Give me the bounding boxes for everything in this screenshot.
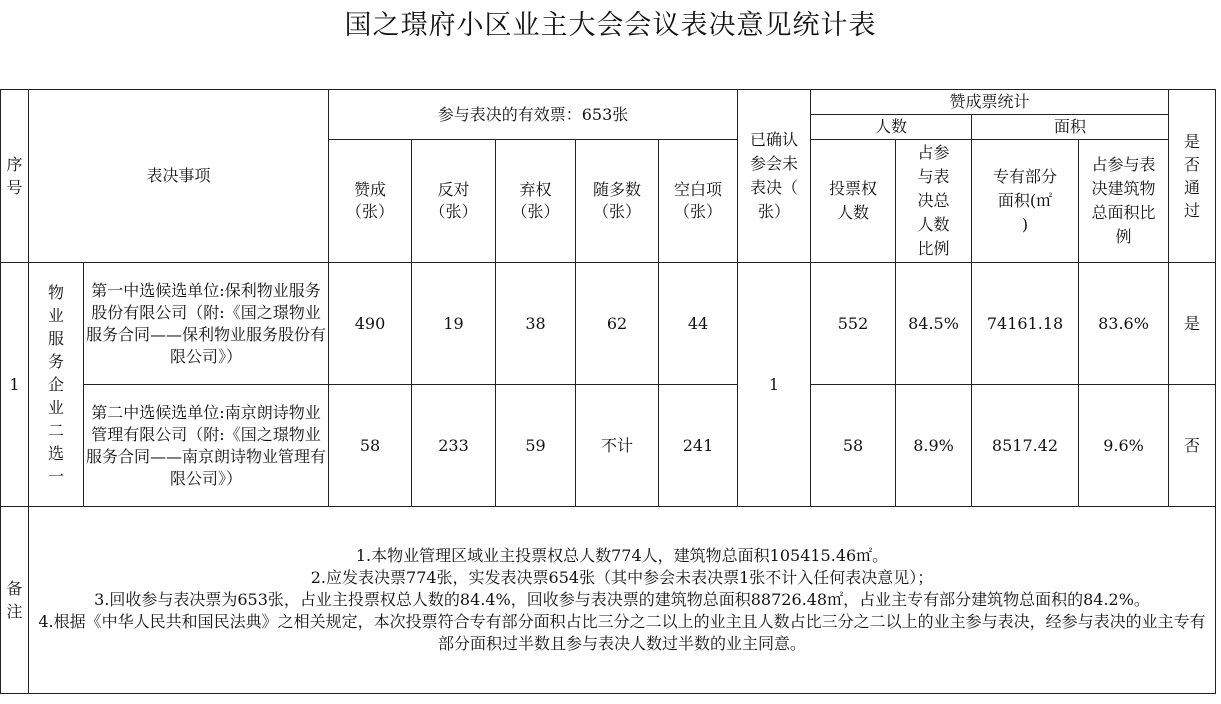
cell-confirmed-not-voted: 1 [738,263,811,507]
row-seq: 1 [1,263,29,507]
table-row [1,385,1216,507]
remark-line: 2.应发表决票774张，实发表决票654张（其中参会未表决票1张不计入任何表决意见）； [310,568,934,587]
header-voter-count: 投票权 人数 [811,140,896,263]
cell-abstain: 59 [496,385,576,507]
header-people: 人数 [811,115,972,140]
header-valid-votes: 参与表决的有效票：653张 [329,90,738,140]
header-seq: 序 号 [1,90,29,263]
cell-blank: 44 [659,263,738,385]
page-title: 国之璟府小区业主大会会议表决意见统计表 [344,10,877,41]
header-approval-stats: 赞成票统计 [811,90,1169,115]
cell-people-ratio: 8.9% [896,385,972,507]
cell-voter-count: 58 [811,385,896,507]
cell-area-ratio: 9.6% [1079,385,1169,507]
cell-agree: 490 [329,263,412,385]
remarks-label: 备 注 [1,507,29,694]
cell-exclusive-area: 8517.42 [972,385,1079,507]
remark-line: 3.回收参与表决票为653张，占业主投票权总人数的84.4%，回收参与表决票的建筑物总面积88726.48㎡，占业主专有部分建筑物总面积的84.2%。 [94,590,1150,609]
header-confirmed-not-voted: 已确认 参会未 表决（ 张） [738,90,811,263]
header-item: 表决事项 [29,90,329,263]
cell-follow-majority: 不计 [576,385,659,507]
cell-area-ratio: 83.6% [1079,263,1169,385]
header-oppose: 反对 （张） [412,140,496,263]
header-people-ratio: 占参 与表 决总 人数 比例 [896,140,972,263]
remarks-content [29,507,1216,694]
cell-agree: 58 [329,385,412,507]
cell-passed: 是 [1169,263,1216,385]
cell-follow-majority: 62 [576,263,659,385]
cell-oppose: 233 [412,385,496,507]
header-area-ratio: 占参与表 决建筑物 总面积比 例 [1079,140,1169,263]
header-follow-majority: 随多数 （张） [576,140,659,263]
cell-voter-count: 552 [811,263,896,385]
header-agree: 赞成 （张） [329,140,412,263]
row-category: 物 业 服 务 企 业 二 选 一 [29,263,84,507]
header-blank: 空白项 （张） [659,140,738,263]
row-item-text: 第一中选候选单位:保利物业服务股份有限公司（附:《国之璟物业服务合同——保利物业服务股份有限公司》） [84,263,329,385]
table-row [1,263,1216,385]
header-exclusive-area: 专有部分 面积(㎡ ) [972,140,1079,263]
header-passed: 是 否 通 过 [1169,90,1216,263]
row-item-text: 第二中选候选单位:南京朗诗物业管理有限公司（附:《国之璟物业服务合同——南京朗诗物业管理有限公司》） [84,385,329,507]
cell-blank: 241 [659,385,738,507]
cell-abstain: 38 [496,263,576,385]
remarks-row [1,507,1216,694]
cell-people-ratio: 84.5% [896,263,972,385]
remark-line: 4.根据《中华人民共和国民法典》之相关规定，本次投票符合专有部分面积占比三分之二以上的业主且人数占比三分之二以上的业主参与表决，经参与表决的业主专有部分面积过半数且参与表决人数过半数的业主同意。 [38,612,1206,653]
cell-passed: 否 [1169,385,1216,507]
header-row-1 [1,90,1216,115]
vote-statistics-table [0,89,1216,694]
cell-oppose: 19 [412,263,496,385]
header-area: 面积 [972,115,1169,140]
remark-line: 1.本物业管理区域业主投票权总人数774人，建筑物总面积105415.46㎡。 [355,546,889,565]
header-abstain: 弃权 （张） [496,140,576,263]
cell-exclusive-area: 74161.18 [972,263,1079,385]
